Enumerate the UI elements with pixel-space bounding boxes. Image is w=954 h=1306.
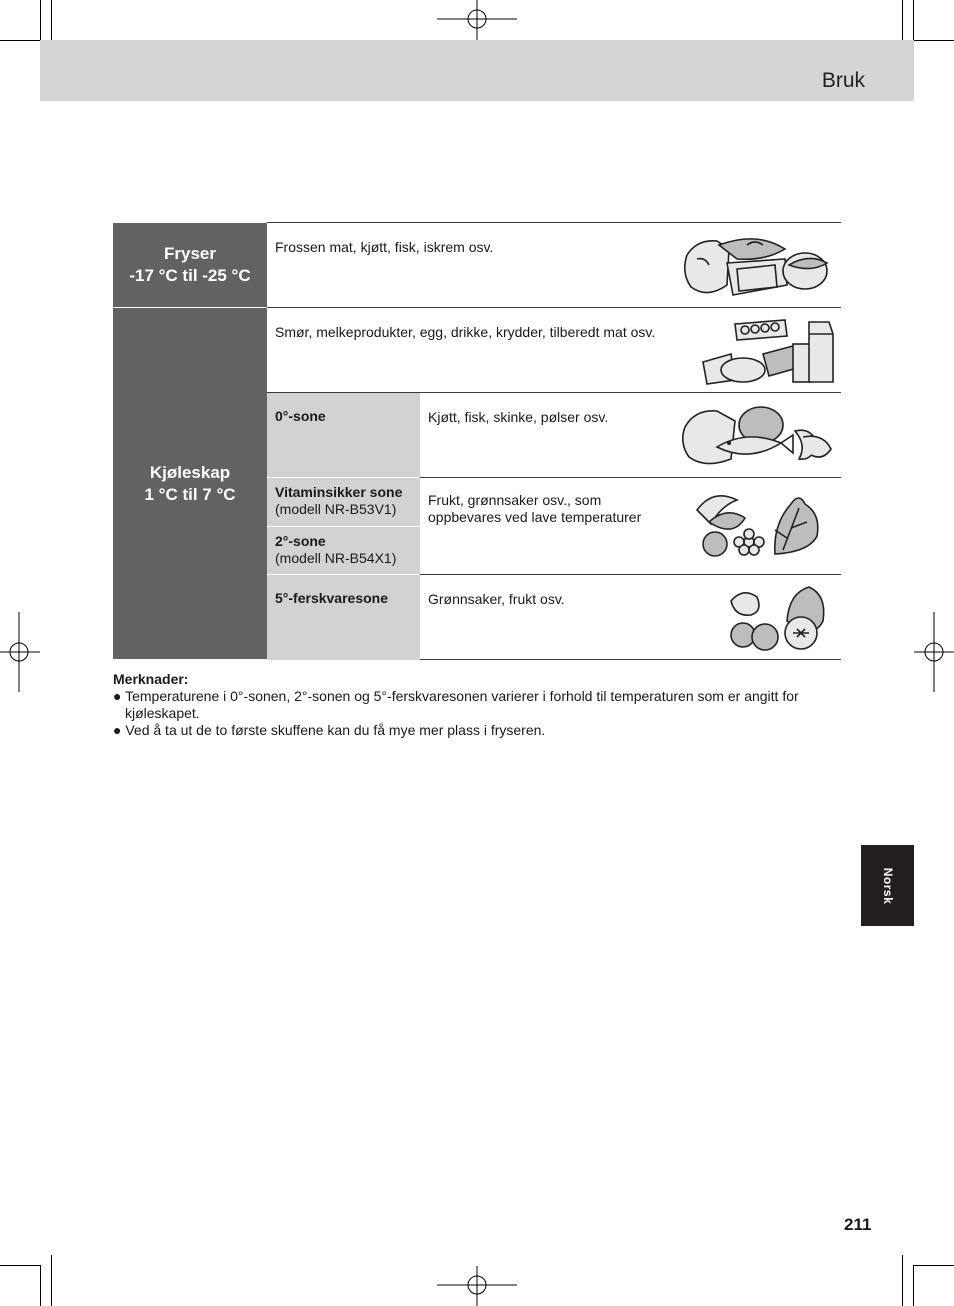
zone-vitamin-name: Vitaminsikker sone bbox=[275, 484, 403, 500]
section-title: Bruk bbox=[821, 69, 865, 92]
zone-2-label bbox=[267, 527, 420, 575]
zone-vitamin-description-cell bbox=[420, 478, 841, 575]
zone-5-description: Grønnsaker, frukt osv. bbox=[428, 591, 565, 607]
fridge-description-cell bbox=[267, 308, 841, 393]
produce-illustration bbox=[717, 581, 837, 655]
storage-zone-table bbox=[113, 222, 841, 660]
registration-mark-bottom bbox=[437, 1266, 517, 1306]
freezer-description-cell bbox=[267, 223, 841, 308]
zone-5-description-cell bbox=[420, 575, 841, 660]
table-row bbox=[113, 223, 841, 308]
zone-2-model: (modell NR-B54X1) bbox=[275, 550, 397, 566]
fridge-description: Smør, melkeprodukter, egg, drikke, krydder, tilberedt mat osv. bbox=[275, 324, 656, 340]
table-row bbox=[113, 308, 841, 393]
zone-0-label bbox=[267, 393, 420, 478]
frozen-food-illustration bbox=[677, 229, 837, 303]
freezer-name: Fryser bbox=[164, 243, 216, 263]
fridge-temp: 1 °C til 7 °C bbox=[144, 484, 236, 504]
notes-section bbox=[113, 671, 841, 739]
fridge-name: Kjøleskap bbox=[149, 462, 231, 482]
header-bar bbox=[40, 40, 914, 101]
zone-vitamin-label bbox=[267, 478, 420, 527]
language-side-tab bbox=[861, 845, 914, 926]
zone-vitamin-description: Frukt, grønnsaker osv., som oppbevares ved lave temperaturer bbox=[428, 492, 642, 525]
freezer-description: Frossen mat, kjøtt, fisk, iskrem osv. bbox=[275, 239, 494, 255]
zone-5-label bbox=[267, 575, 420, 660]
dairy-illustration bbox=[697, 314, 837, 388]
zone-0-description-cell bbox=[420, 393, 841, 478]
registration-mark-right bbox=[914, 612, 954, 692]
zone-0-name: 0°-sone bbox=[275, 408, 326, 424]
registration-mark-left bbox=[0, 612, 40, 692]
fruit-vegetable-illustration bbox=[687, 484, 837, 558]
meat-fish-illustration bbox=[677, 399, 837, 473]
page-number: 211 bbox=[844, 1215, 872, 1234]
notes-heading: Merknader: bbox=[113, 671, 189, 687]
freezer-cell bbox=[113, 223, 267, 308]
language-label: Norsk bbox=[880, 867, 895, 904]
registration-mark-top bbox=[437, 0, 517, 40]
note-item: ● Temperaturene i 0°-sonen, 2°-sonen og 5°-ferskvaresonen varierer i forhold til temperaturen som er angitt for kjøleskapet. bbox=[113, 688, 799, 721]
zone-vitamin-model: (modell NR-B53V1) bbox=[275, 501, 397, 517]
zone-0-description: Kjøtt, fisk, skinke, pølser osv. bbox=[428, 409, 609, 425]
zone-5-name: 5°-ferskvaresone bbox=[275, 590, 388, 606]
zone-2-name: 2°-sone bbox=[275, 533, 326, 549]
fridge-cell bbox=[113, 308, 267, 660]
freezer-temp: -17 °C til -25 °C bbox=[129, 265, 251, 285]
note-item: ● Ved å ta ut de to første skuffene kan du få mye mer plass i fryseren. bbox=[113, 722, 546, 738]
